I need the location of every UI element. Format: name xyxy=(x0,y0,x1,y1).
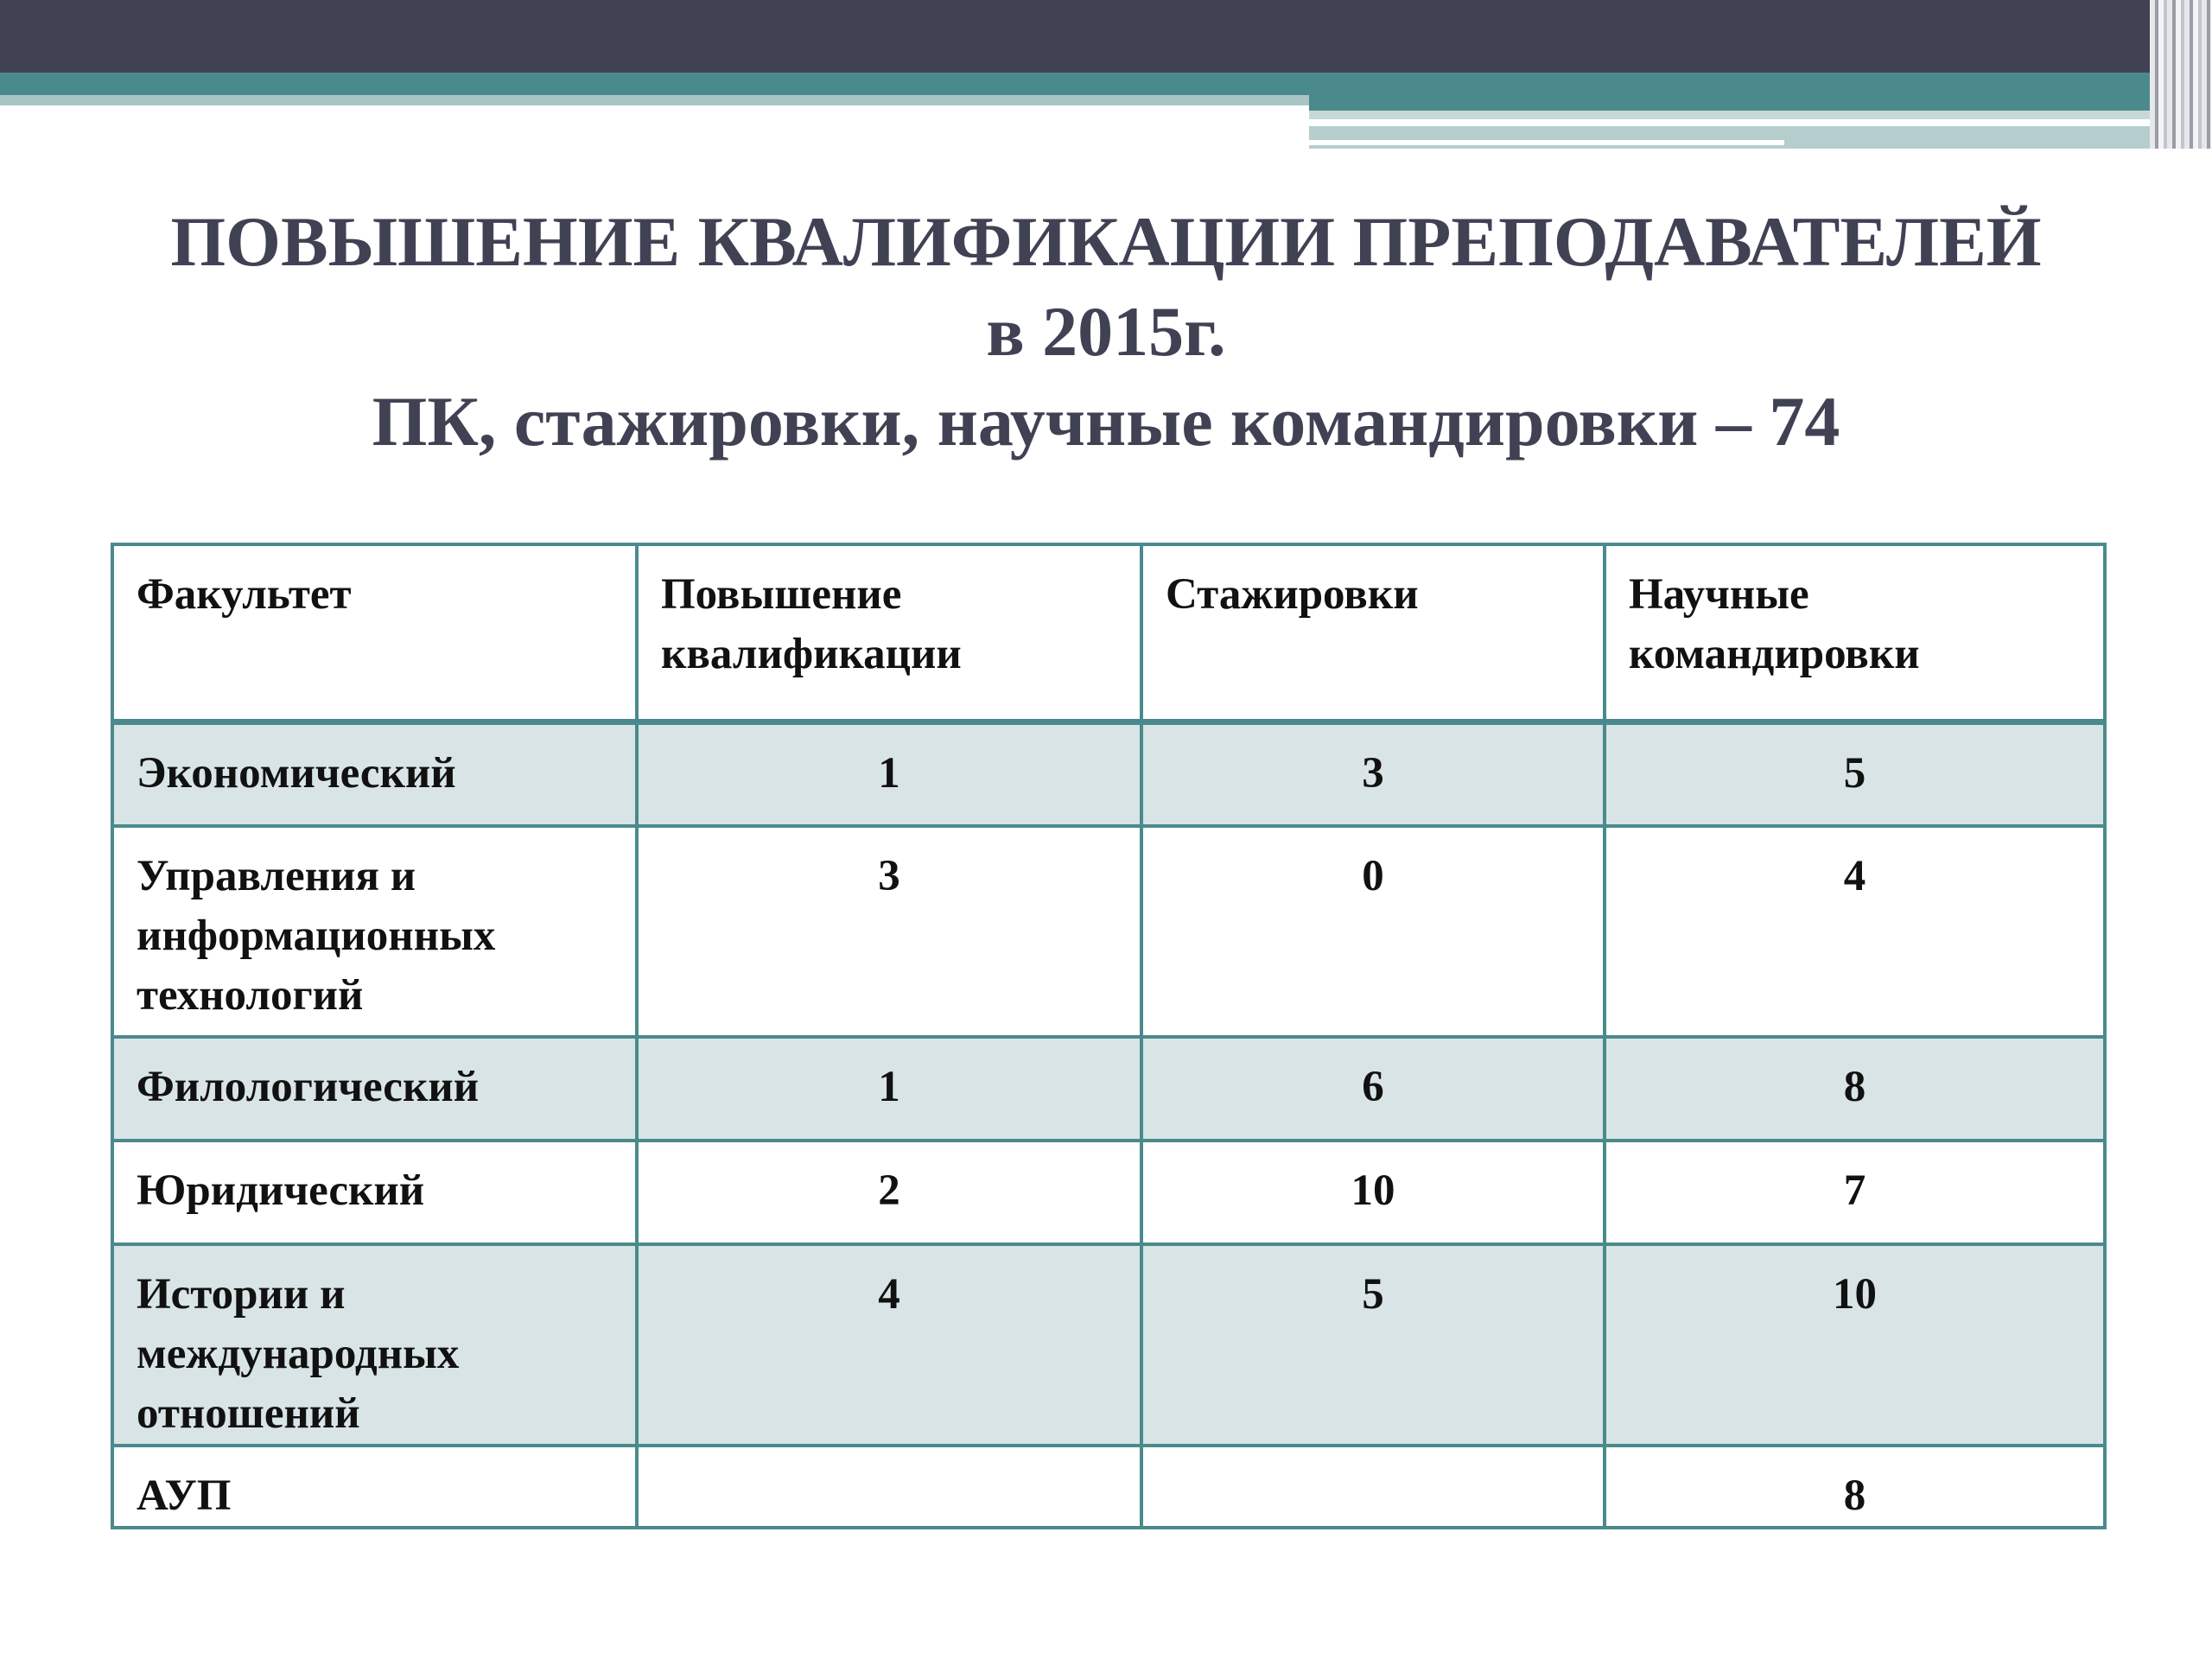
header-band-teal xyxy=(0,73,2169,95)
cell-qualification: 4 xyxy=(637,1244,1141,1446)
table-row xyxy=(112,1244,2105,1446)
title-line-3: ПК, стажировки, научные командировки – 74 xyxy=(372,382,1840,461)
cell-faculty: Юридический xyxy=(112,1141,637,1244)
header-band-light xyxy=(0,95,1309,105)
header-qualification: Повышение квалификации xyxy=(637,544,1141,722)
cell-internships: 10 xyxy=(1141,1141,1605,1244)
header-band-dark xyxy=(0,0,2212,73)
cell-faculty: Истории и международных отношений xyxy=(112,1244,637,1446)
header-band-divider-short xyxy=(1309,140,1784,145)
cell-internships: 6 xyxy=(1141,1037,1605,1141)
cell-qualification: 1 xyxy=(637,1037,1141,1141)
cell-internships: 3 xyxy=(1141,722,1605,826)
header-scientific-trips: Научные командировки xyxy=(1605,544,2105,722)
title-line-2: в 2015г. xyxy=(986,292,1226,371)
cell-faculty: АУП xyxy=(112,1446,637,1528)
cell-scientific-trips: 7 xyxy=(1605,1141,2105,1244)
qualification-table xyxy=(111,543,2107,1529)
cell-internships: 5 xyxy=(1141,1244,1605,1446)
cell-scientific-trips: 4 xyxy=(1605,826,2105,1037)
title-line-1: ПОВЫШЕНИЕ КВАЛИФИКАЦИИ ПРЕПОДАВАТЕЛЕЙ xyxy=(170,202,2042,281)
cell-qualification: 3 xyxy=(637,826,1141,1037)
cell-faculty: Экономический xyxy=(112,722,637,826)
table-row xyxy=(112,1446,2105,1528)
table-row xyxy=(112,1037,2105,1141)
cell-scientific-trips: 10 xyxy=(1605,1244,2105,1446)
table-row xyxy=(112,826,2105,1037)
cell-qualification: 1 xyxy=(637,722,1141,826)
cell-qualification: 2 xyxy=(637,1141,1141,1244)
cell-qualification xyxy=(637,1446,1141,1528)
table-row xyxy=(112,722,2105,826)
cell-scientific-trips: 5 xyxy=(1605,722,2105,826)
header-band-light-tertiary xyxy=(1309,126,2169,149)
header-band-light-secondary xyxy=(1309,111,2169,119)
cell-internships: 0 xyxy=(1141,826,1605,1037)
table-row xyxy=(112,1141,2105,1244)
header-faculty: Факультет xyxy=(112,544,637,722)
slide-title xyxy=(0,197,2212,467)
cell-faculty: Филологический xyxy=(112,1037,637,1141)
header-stripes-decoration xyxy=(2150,0,2212,149)
cell-internships xyxy=(1141,1446,1605,1528)
cell-scientific-trips: 8 xyxy=(1605,1446,2105,1528)
table-header-row xyxy=(112,544,2105,722)
header-band-teal-secondary xyxy=(1309,95,2169,111)
header-internships: Стажировки xyxy=(1141,544,1605,722)
cell-scientific-trips: 8 xyxy=(1605,1037,2105,1141)
cell-faculty: Управления и информационных технологий xyxy=(112,826,637,1037)
